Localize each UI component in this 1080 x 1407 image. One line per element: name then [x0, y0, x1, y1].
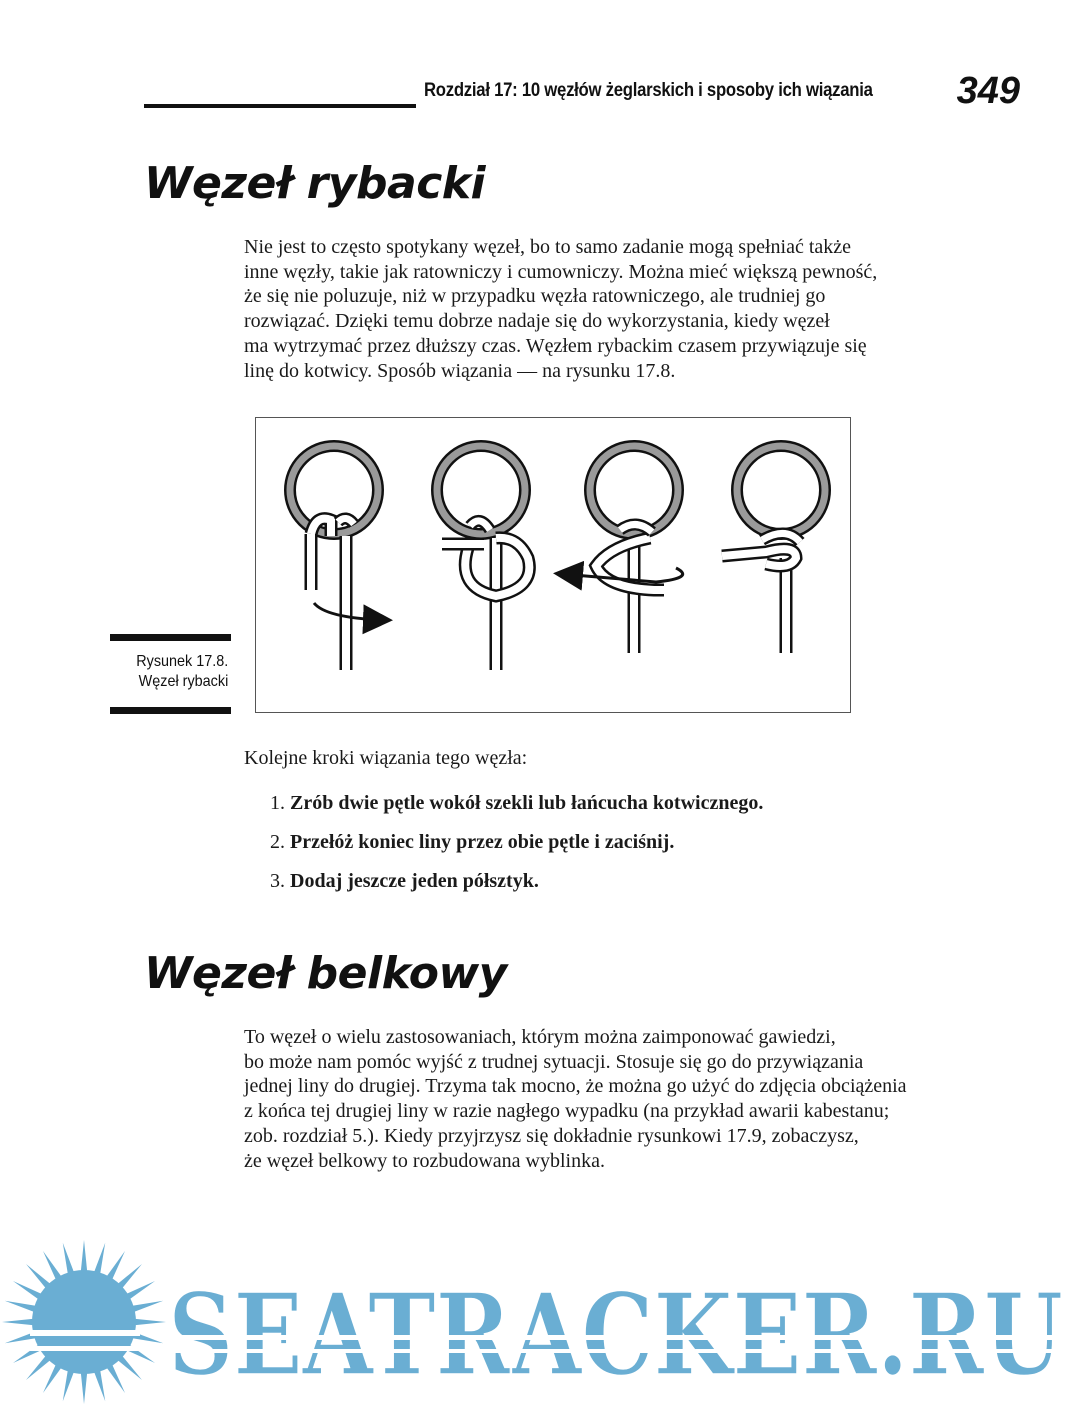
sun-logo-icon: [2, 1240, 166, 1404]
section2-paragraph: [244, 1025, 944, 1173]
figure-17-8: [255, 417, 851, 713]
paragraph-line: bo może nam pomóc wyjść z trudnej sytuacji. Stosuje się go do przywiązania: [244, 1050, 864, 1073]
header-rule: [144, 104, 416, 108]
list-item: [270, 829, 763, 868]
paragraph-line: rozwiązać. Dzięki temu dobrze nadaje się do wykorzystania, kiedy węzeł: [244, 310, 830, 333]
list-item: [270, 868, 763, 907]
step-number: 1.: [270, 792, 285, 814]
figure-caption: [110, 634, 231, 716]
sun-ray: [81, 1370, 88, 1404]
running-header: [144, 70, 1024, 114]
paragraph-line: jednej liny do drugiej. Trzyma tak mocno, że można go użyć do zdjęcia obciążenia: [244, 1075, 907, 1098]
sun-ray: [2, 1319, 36, 1326]
steps-intro: Kolejne kroki wiązania tego węzła:: [244, 747, 528, 769]
sun-ray: [81, 1240, 88, 1274]
knot-illustration: [256, 418, 849, 711]
paragraph-line: że się nie poluzuje, niż w przypadku węzła ratowniczego, ale trudniej go: [244, 285, 826, 308]
knot-step-2: [437, 446, 529, 670]
list-item: [270, 790, 763, 829]
running-title: Rozdział 17: 10 węzłów żeglarskich i sposoby ich wiązania: [424, 80, 873, 101]
paragraph-line: To węzeł o wielu zastosowaniach, którym można zaimponować gawiedzi,: [244, 1026, 836, 1048]
sun-ray: [132, 1319, 166, 1326]
paragraph-line: linę do kotwicy. Sposób wiązania — na rysunku 17.8.: [244, 359, 676, 382]
knot-step-4: [722, 446, 825, 653]
caption-text: [136, 652, 228, 692]
caption-line: Węzeł rybacki: [138, 673, 228, 690]
paragraph-line: Nie jest to często spotykany węzeł, bo to samo zadanie mogą spełniać także: [244, 236, 852, 258]
paragraph-line: ma wytrzymać przez dłuższy czas. Węzłem rybackim czasem przywiązuje się: [244, 334, 867, 357]
paragraph-line: że węzeł belkowy to rozbudowana wyblinka.: [244, 1149, 605, 1172]
knot-step-1: [290, 446, 384, 670]
step-text: Zrób dwie pętle wokół szekli lub łańcucha kotwicznego.: [290, 792, 764, 814]
page-number: 349: [956, 70, 1020, 112]
step-text: Przełóż koniec liny przez obie pętle i zaciśnij.: [290, 831, 675, 853]
watermark: [0, 1234, 1080, 1407]
caption-line: Rysunek 17.8.: [135, 653, 228, 670]
section-heading-fishermans-knot: Węzeł rybacki: [144, 158, 486, 209]
caption-bar-bottom: [110, 707, 231, 714]
paragraph-line: inne węzły, takie jak ratowniczy i cumowniczy. Można mieć większą pewność,: [244, 260, 878, 283]
section-heading-rolling-hitch: Węzeł belkowy: [144, 948, 507, 999]
step-text: Dodaj jeszcze jeden półsztyk.: [290, 870, 539, 892]
section1-paragraph: [244, 235, 944, 383]
caption-bar-top: [110, 634, 231, 641]
step-number: 3.: [270, 870, 285, 892]
steps-list: [270, 790, 763, 907]
knot-step-3: [562, 446, 683, 653]
paragraph-line: z końca tej drugiej liny w razie nagłego wypadku (na przykład awarii kabestanu;: [244, 1100, 890, 1123]
step-number: 2.: [270, 831, 285, 853]
paragraph-line: zob. rozdział 5.). Kiedy przyjrzysz się dokładnie rysunkowi 17.9, zobaczysz,: [244, 1124, 859, 1147]
